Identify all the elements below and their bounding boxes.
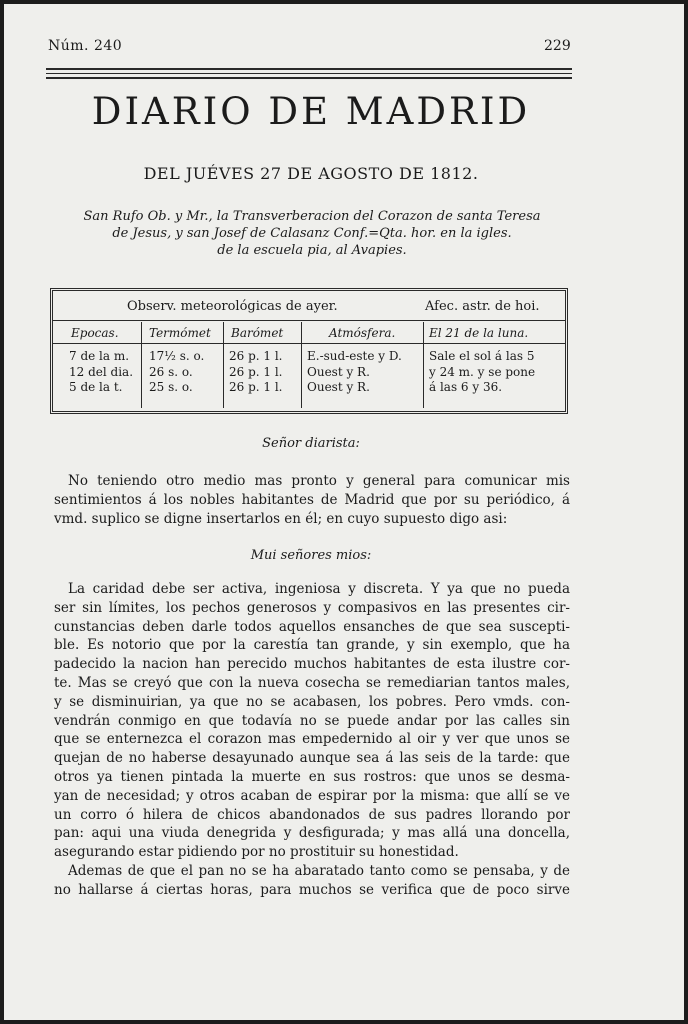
text-line: que se enternezca el corazon mas empedernido al oir y ver que unos se [54, 731, 570, 748]
row-epoca: 7 de la m. [69, 349, 130, 363]
row-atmosfera: Ouest y R. [307, 380, 370, 394]
letter-salutation: Señor diarista: [262, 436, 360, 451]
meteo-title: Observ. meteorológicas de ayer. [127, 299, 338, 314]
saints-line: San Rufo Ob. y Mr., la Transverberacion del Corazon de santa Teresa [83, 209, 541, 224]
text-line: padecido la nacion han perecido muchos habitantes de esta ilustre cor- [54, 656, 570, 673]
col-header-barometro: Barómet [231, 326, 284, 340]
row-termometro: 25 s. o. [149, 380, 193, 394]
text-line: No teniendo otro medio mas pronto y general para comunicar mis [68, 473, 570, 489]
row-barometro: 26 p. 1 l. [229, 349, 283, 363]
top-rule-lower [46, 77, 572, 79]
text-line: sentimientos á los nobles habitantes de Madrid que por su periódico, á [54, 491, 570, 508]
text-line: asegurando estar pidiendo por no prostituir su honestidad. [54, 844, 459, 861]
row-atmosfera: Ouest y R. [307, 364, 370, 379]
astro-title: Afec. astr. de hoi. [425, 299, 540, 314]
letter-intro [54, 472, 570, 528]
column-divider [141, 322, 142, 408]
meteorological-table [50, 288, 568, 414]
table-divider [53, 343, 565, 344]
col-header-termometro: Termómet [149, 326, 211, 340]
text-line: no hallarse á ciertas horas, para muchos se verifica que de poco sirve [54, 881, 570, 898]
row-barometro: 26 p. 1 l. [229, 364, 283, 379]
letter-greeting: Mui señores mios: [250, 548, 372, 563]
saints-of-the-day [56, 208, 568, 259]
dateline: DEL JUÉVES 27 DE AGOSTO DE 1812. [143, 164, 479, 183]
text-line: y se disminuirian, ya que no se acabasen, los pobres. Pero vmds. con- [54, 693, 570, 710]
row-atmosfera: E.-sud-este y D. [307, 349, 402, 363]
text-line: quejan de no haberse desayunado aunque sea á las seis de la tarde: que [54, 750, 570, 767]
masthead-title: DIARIO DE MADRID [91, 90, 531, 133]
row-epoca: 12 del dia. [69, 364, 134, 379]
text-line: ser sin límites, los pechos generosos y compasivos en las presentes cir- [54, 599, 570, 616]
top-rule [46, 68, 572, 70]
row-luna: á las 6 y 36. [429, 380, 503, 394]
col-header-luna: El 21 de la luna. [429, 326, 529, 340]
saints-line: de Jesus, y san Josef de Calasanz Conf.=Qta. hor. en la igles. [112, 226, 512, 241]
top-rule-thin [46, 73, 572, 74]
row-luna: y 24 m. y se pone [429, 364, 536, 379]
issue-number: Núm. 240 [48, 38, 123, 54]
row-barometro: 26 p. 1 l. [229, 380, 283, 394]
saints-line: de la escuela pia, al Avapies. [217, 243, 407, 258]
table-divider [53, 320, 565, 321]
newspaper-page [4, 4, 684, 1020]
text-line: un corro ó hilera de chicos abandonados de sus padres llorando por [54, 806, 570, 823]
text-line: La caridad debe ser activa, ingeniosa y discreta. Y ya que no pueda [68, 581, 570, 597]
text-line: yan de necesidad; y otros acaban de espirar por la misma: que allí se ve [54, 787, 570, 804]
text-line: pan: aqui una viuda denegrida y desfigurada; y mas allá una doncella, [54, 825, 570, 842]
text-line: cunstancias deben darle todos aquellos ensanches de que sea suscepti- [54, 618, 570, 635]
column-divider [301, 322, 302, 408]
text-line: vendrán conmigo en que todavía no se puede andar por las calles sin [54, 712, 570, 729]
text-line: vmd. suplico se digne insertarlos en él; en cuyo supuesto digo asi: [54, 510, 508, 527]
text-line: ble. Es notorio que por la carestía tan grande, y sin exemplo, que ha [54, 637, 570, 654]
letter-body [54, 580, 570, 900]
col-header-epocas: Epocas. [71, 326, 119, 340]
text-line: Ademas de que el pan no se ha abaratado tanto como se pensaba, y de [68, 862, 570, 879]
page-number: 229 [544, 38, 571, 54]
row-luna: Sale el sol á las 5 [429, 349, 535, 363]
col-header-atmosfera: Atmósfera. [329, 326, 396, 340]
row-epoca: 5 de la t. [69, 380, 123, 394]
column-divider [223, 322, 224, 408]
column-divider [423, 322, 424, 408]
row-termometro: 17½ s. o. [149, 349, 205, 363]
text-line: otros ya tienen pintada la muerte en sus rostros: que unos se desma- [54, 768, 570, 785]
text-line: te. Mas se creyó que con la nueva cosecha se remediarian tantos males, [54, 674, 570, 691]
row-termometro: 26 s. o. [149, 364, 193, 379]
